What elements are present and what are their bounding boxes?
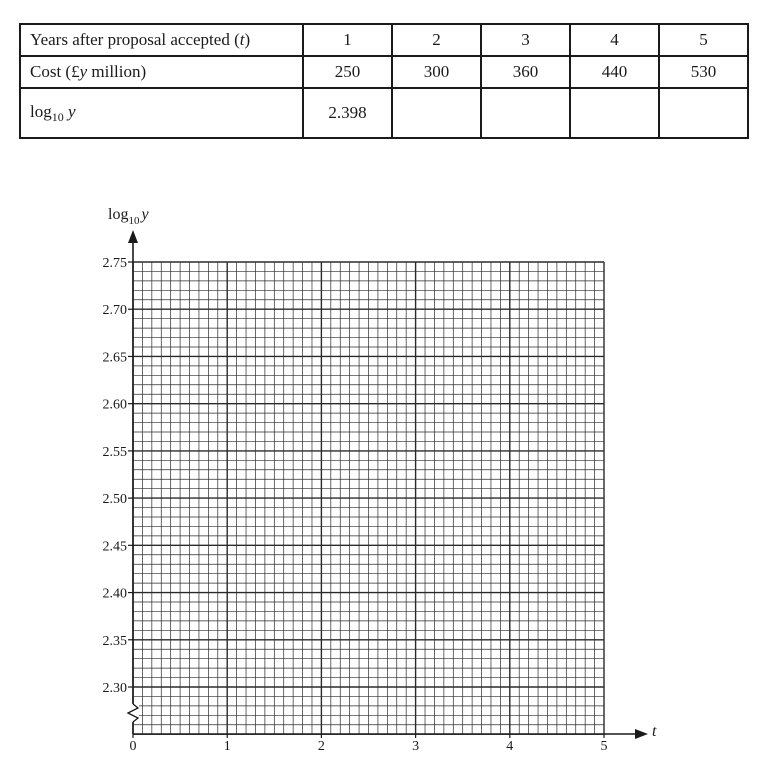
x-axis-arrow xyxy=(635,729,648,739)
x-tick-label: 3 xyxy=(412,739,420,754)
year-cell: 5 xyxy=(659,24,748,56)
y-tick-label: 2.30 xyxy=(102,681,127,696)
x-tick-label: 1 xyxy=(223,739,231,754)
cost-cell: 250 xyxy=(303,56,392,88)
y-tick-label: 2.40 xyxy=(102,586,127,602)
years-label-close: ) xyxy=(244,30,251,49)
y-tick-label: 2.50 xyxy=(102,492,127,508)
x-axis-label: t xyxy=(652,723,657,740)
log-cell: 2.398 xyxy=(303,88,392,138)
y-tick-label: 2.55 xyxy=(102,444,127,460)
cost-label-var: y xyxy=(79,62,88,81)
year-cell: 4 xyxy=(570,24,659,56)
log-label-sub: 10 xyxy=(51,109,64,124)
x-tick-label: 4 xyxy=(506,739,514,754)
y-axis-arrow xyxy=(128,230,138,243)
cost-label-prefix: Cost (£ xyxy=(30,62,80,81)
log-label: log xyxy=(30,101,52,121)
tick-labels xyxy=(103,256,608,754)
cost-label-suffix: million) xyxy=(87,62,147,81)
year-cell: 2 xyxy=(392,24,481,56)
y-axis-label: $\log_{10} y$ xyxy=(108,206,149,227)
y-tick-label: 2.35 xyxy=(102,633,127,649)
cost-cell: 440 xyxy=(570,56,659,88)
years-label: Years after proposal accepted ( xyxy=(30,30,240,49)
log-label-var: y xyxy=(67,101,76,121)
y-tick-label: 2.65 xyxy=(102,350,127,366)
y-tick-label: 2.75 xyxy=(102,256,127,271)
y-tick-label: 2.70 xyxy=(102,303,127,319)
x-tick-label: 5 xyxy=(600,739,608,754)
y-tick-label: 2.45 xyxy=(102,539,127,555)
cost-cell: 300 xyxy=(392,56,481,88)
year-cell: 1 xyxy=(303,24,392,56)
x-tick-label: 0 xyxy=(129,739,137,754)
cost-cell: 360 xyxy=(481,56,570,88)
y-tick-label: 2.60 xyxy=(102,397,127,413)
years-label-var: t xyxy=(239,30,245,49)
cost-cell: 530 xyxy=(659,56,748,88)
year-cell: 3 xyxy=(481,24,570,56)
x-tick-label: 2 xyxy=(317,739,325,754)
